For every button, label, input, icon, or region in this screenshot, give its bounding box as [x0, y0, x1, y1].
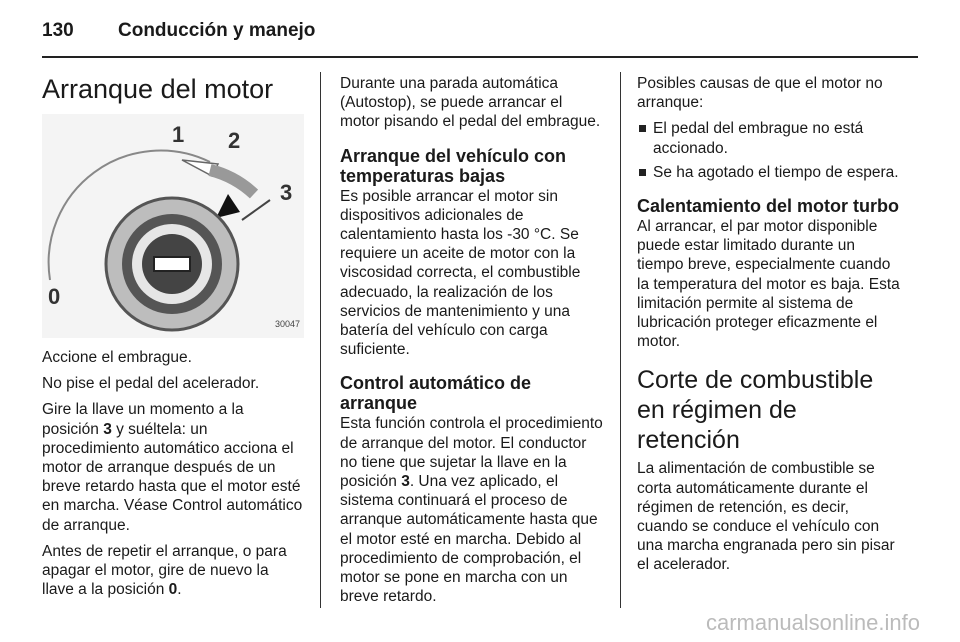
- position-3-label: 3: [280, 180, 293, 205]
- auto-start-heading: Control automático de arranque: [340, 373, 532, 414]
- column-divider-1: [320, 72, 321, 608]
- column-1: [42, 74, 304, 606]
- low-temp-heading: Arranque del vehículo con temperaturas bajas: [340, 145, 567, 186]
- return-arrow-icon: [216, 194, 240, 218]
- column-divider-2: [620, 72, 621, 608]
- header-rule: [42, 56, 918, 58]
- step-clutch: Accione el embrague.: [42, 349, 192, 366]
- auto-start-paragraph: Esta función controla el procedimiento de arranque del motor. El conductor no tiene que sujetar la llave en la posición 3. Una vez aplicado, el sistema continuará el proceso de arranque automáticamente hasta que el motor esté en marcha. Debido al procedimiento de comprobación, el motor se pone en marcha con un breve retardo.: [340, 415, 603, 606]
- spring-range-band: [210, 170, 254, 194]
- position-2-label: 2: [228, 128, 241, 153]
- section-heading-engine-start: Arranque del motor: [42, 74, 274, 104]
- list-item: Se ha agotado el tiempo de espera.: [637, 163, 903, 182]
- causes-list: [637, 119, 903, 182]
- fuel-cutoff-heading: Corte de combustible en régimen de retención: [637, 366, 874, 455]
- low-temp-paragraph: Es posible arrancar el motor sin dispositivos adicionales de calentamiento hasta los -30 °C. Se requiere un aceite de motor con la viscosidad correcta, el combustible adecuado, la realización de los servicios de mantenimiento y una batería del vehículo con carga suficiente.: [340, 187, 581, 359]
- turbo-paragraph: Al arrancar, el par motor disponible puede estar limitado durante un tiempo breve, especialmente cuando la temperatura del motor es baja. Esta limitación permite al sistema de lubricación proteger eficazmente el motor.: [637, 218, 900, 351]
- position-0-label: 0: [48, 284, 61, 309]
- column-2: [340, 74, 604, 613]
- figure-code: 30047: [274, 318, 300, 329]
- column-3: [637, 74, 903, 582]
- key-slot: [154, 257, 190, 271]
- position-3-leader: [242, 200, 270, 220]
- step-turn-key: Gire la llave un momento a la posición 3 y suéltela: un procedimiento automático acciona el motor de arranque después de un breve retardo hasta que el motor esté en marcha. Véase Control automático de arranque.: [42, 401, 303, 534]
- step-accelerator: No pise el pedal del acelerador.: [42, 375, 260, 393]
- ignition-switch-figure: [42, 114, 304, 338]
- position-1-label: 1: [172, 122, 185, 147]
- fuel-cutoff-paragraph: La alimentación de combustible se corta automáticamente durante el régimen de retención, es decir, cuando se conduce el vehículo con una marcha engranada pero sin pisar el acelerador.: [637, 460, 895, 574]
- list-item: El pedal del embrague no está accionado.: [637, 119, 903, 157]
- page-number: 130: [42, 20, 74, 41]
- step-repeat: Antes de repetir el arranque, o para apagar el motor, gire de nuevo la llave a la posición 0.: [42, 542, 287, 599]
- autostop-paragraph: Durante una parada automática (Autostop), se puede arrancar el motor pisando el pedal del embrague.: [340, 75, 601, 131]
- ignition-diagram: [42, 114, 304, 338]
- causes-intro: Posibles causas de que el motor no arranque:: [637, 75, 883, 112]
- turbo-heading: Calentamiento del motor turbo: [637, 196, 900, 217]
- header-title: Conducción y manejo: [118, 20, 316, 41]
- page-header: [42, 18, 920, 50]
- footer-watermark: carmanualsonline.info: [705, 610, 920, 635]
